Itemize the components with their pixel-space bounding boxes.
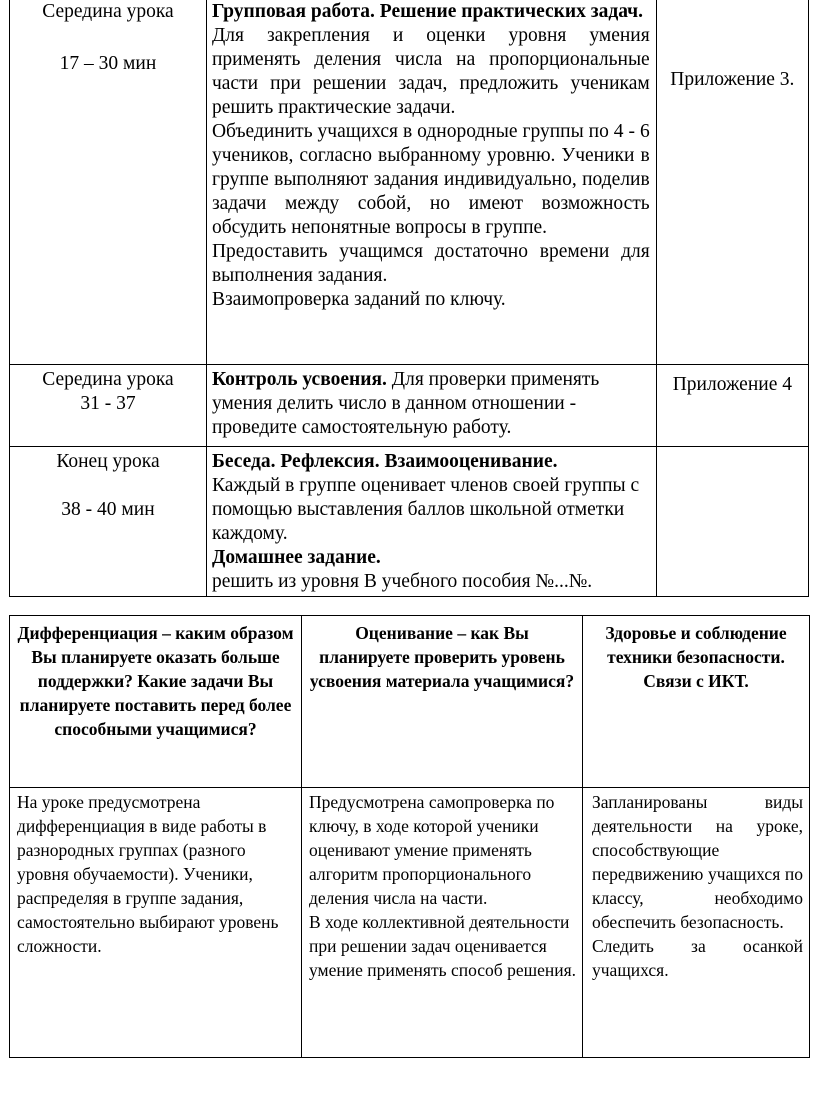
header-assessment: Оценивание – как Вы планируете проверить уровень усвоения материала учащимися? [302, 616, 583, 788]
activity-heading: Беседа. Рефлексия. Взаимооценивание. [211, 451, 558, 472]
homework-text: решить из уровня В учебного пособия №...№. [211, 571, 593, 592]
resource-label: Приложение 3. [670, 69, 795, 90]
stage-label: Середина урока [42, 369, 174, 390]
table-row [10, 788, 810, 1058]
differentiation-text: На уроке предусмотрена дифференциация в виде работы в разнородных группах (разного уровня обучаемости). Ученики, распределяя в группе задания, самостоятельно выбирают уровень сложности. [17, 792, 279, 956]
activity-text: Каждый в группе оценивает членов своей группы с помощью выставления баллов школьной отметки каждому. [211, 475, 640, 544]
differentiation-cell [10, 788, 302, 1058]
assessment-paragraph: Предусмотрена самопроверка по ключу, в ходе которой ученики оценивают умение применять алгоритм пропорционального деления числа на части. [309, 792, 555, 908]
table-row [10, 365, 809, 447]
health-safety-paragraph: Запланированы виды деятельности на уроке, способствующие передвижению учащихся по классу, необходимо обеспечить безопасность. [592, 792, 803, 932]
stage-cell [10, 365, 207, 447]
activity-heading: Контроль усвоения. [211, 369, 387, 390]
resource-cell [656, 365, 808, 447]
stage-time: 38 - 40 мин [61, 499, 155, 520]
stage-time: 31 - 37 [80, 393, 136, 414]
assessment-table [9, 615, 810, 1058]
header-differentiation: Дифференциация – каким образом Вы планируете оказать больше поддержки? Какие задачи Вы планируете поставить перед более способными учащимися? [10, 616, 302, 788]
activity-cell [206, 365, 656, 447]
table-header-row [10, 616, 810, 788]
resource-label: Приложение 4 [672, 374, 792, 395]
stage-label: Конец урока [56, 451, 160, 472]
stage-time: 17 – 30 мин [59, 53, 157, 74]
stage-cell [10, 447, 207, 597]
header-health-safety: Здоровье и соблюдение техники безопасности. Связи с ИКТ. [583, 616, 810, 788]
assessment-cell [302, 788, 583, 1058]
activity-paragraph: Для закрепления и оценки уровня умения применять деления числа на пропорциональные части при решении задач, предложить ученикам решить практические задачи. [211, 25, 650, 118]
assessment-paragraph: В ходе коллективной деятельности при решении задач оценивается умение применять способ решения. [309, 912, 577, 980]
lesson-plan-table [9, 0, 809, 597]
activity-cell [206, 0, 656, 365]
health-safety-paragraph: Следить за осанкой учащихся. [592, 936, 803, 980]
resource-cell [656, 0, 808, 365]
activity-paragraph: Взаимопроверка заданий по ключу. [211, 289, 506, 310]
resource-cell [656, 447, 808, 597]
table-row [10, 0, 809, 365]
activity-paragraph: Предоставить учащимся достаточно времени для выполнения задания. [211, 241, 650, 286]
activity-text: Для проверки применять умения делить число в данном отношении - проведите самостоятельную работу. [211, 369, 600, 438]
health-safety-cell [583, 788, 810, 1058]
activity-cell [206, 447, 656, 597]
activity-heading: Групповая работа. Решение практических задач. [211, 1, 644, 22]
table-row [10, 447, 809, 597]
stage-cell [10, 0, 207, 365]
homework-label: Домашнее задание. [211, 547, 381, 568]
activity-paragraph: Объединить учащихся в однородные группы по 4 - 6 учеников, согласно выбранному уровню. Ученики в группе выполняют задания индивидуально, поделив задачи между собой, но имеют возможность обсудить непонятные вопросы в группе. [211, 121, 650, 238]
stage-label: Середина урока [42, 1, 174, 22]
